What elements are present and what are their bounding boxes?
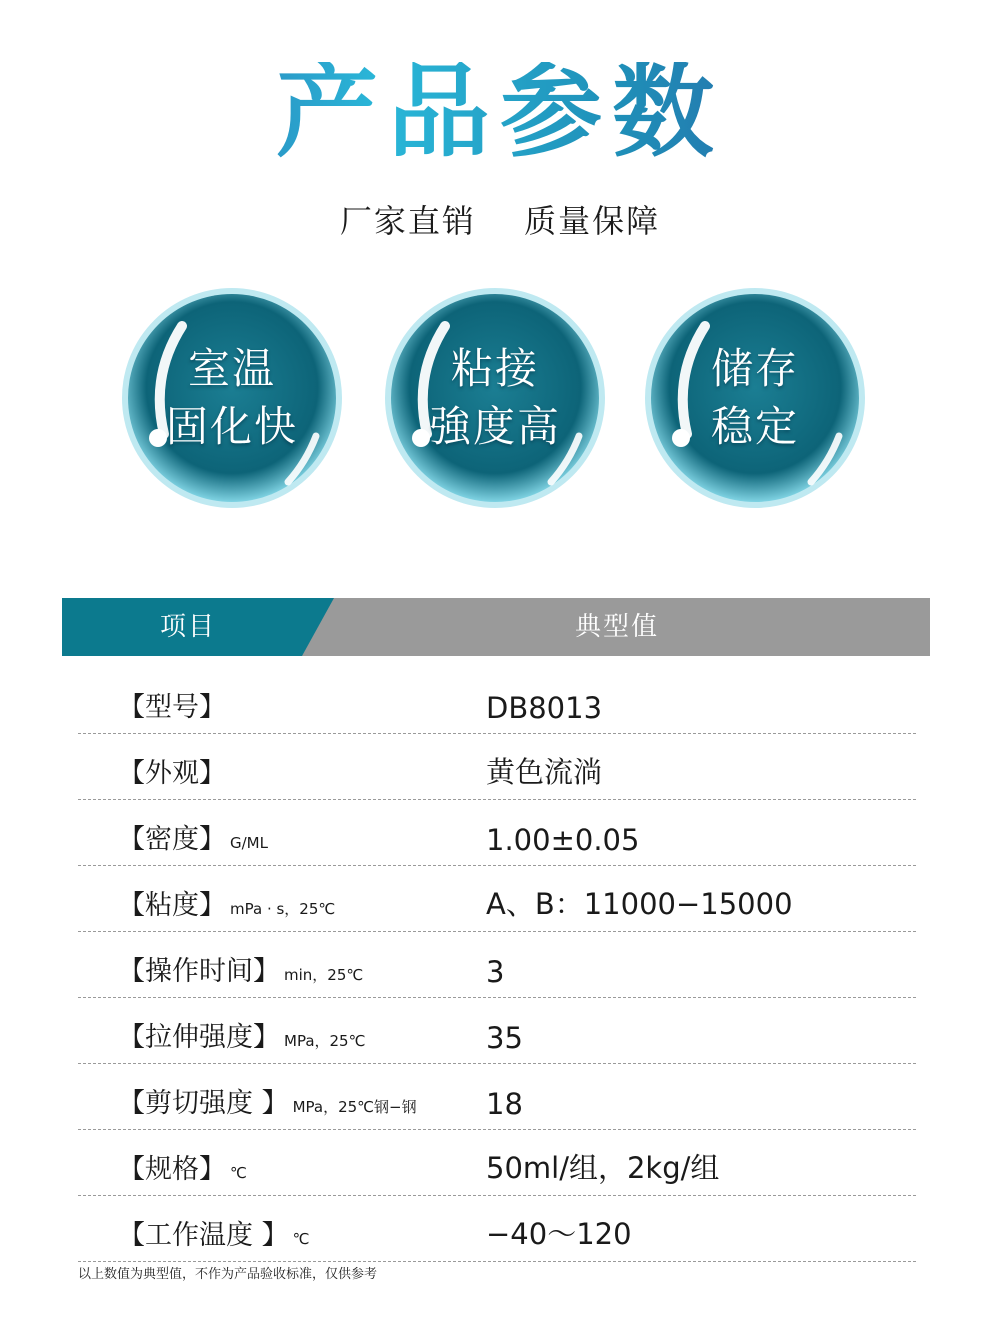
page-title: 产品参数 [0,62,1000,164]
row-unit: mPa · s，25℃ [230,900,336,918]
row-value: 18 [486,1087,523,1121]
feature-badge-cure [120,286,344,510]
table-row [78,734,916,800]
row-unit: ℃ [230,1164,247,1182]
row-unit: G/ML [230,834,268,852]
subtitle-direct-sales: 厂家直销 [339,202,476,240]
page-subtitle [0,196,1000,242]
table-row [78,800,916,866]
row-unit: MPa，25℃ [284,1032,366,1050]
feature-badge-storage [643,286,867,510]
subtitle-quality: 质量保障 [524,202,661,240]
table-row [78,932,916,998]
parameter-list [78,668,916,1262]
row-unit: ℃ [292,1230,310,1248]
feature-line2: 稳定 [710,402,799,451]
feature-badge-strength [383,286,607,510]
table-row [78,668,916,734]
row-value: 35 [486,1021,523,1055]
footnote: 以上数值为典型值，不作为产品验收标准，仅供参考 [78,1267,378,1282]
column-header-value: 典型值 [574,612,659,642]
row-label: 【粘度】 [118,890,226,921]
feature-line2: 固化快 [165,402,298,451]
feature-line1: 储存 [710,344,799,393]
column-header-item: 项目 [159,612,216,642]
row-label: 【型号】 [118,692,226,723]
row-label: 【密度】 [118,824,226,855]
feature-line1: 粘接 [450,344,539,393]
table-row [78,998,916,1064]
table-row [78,1196,916,1262]
row-unit: MPa，25℃钢−钢 [292,1098,417,1116]
table-row [78,866,916,932]
row-label: 【规格】 [118,1154,226,1185]
row-label: 【工作温度 】 [118,1220,289,1251]
row-label: 【拉伸强度】 [118,1022,280,1053]
feature-line1: 室温 [187,344,276,393]
table-row [78,1064,916,1130]
row-value: −40～120 [486,1217,632,1251]
row-value: 1.00±0.05 [486,823,640,857]
row-label: 【操作时间】 [118,956,280,987]
row-value: A、B：11000−15000 [486,887,793,921]
row-value: DB8013 [486,691,603,725]
table-row [78,1130,916,1196]
feature-line2: 強度高 [428,402,561,451]
row-value: 50ml/组，2kg/组 [486,1151,720,1185]
row-value: 3 [486,955,505,989]
row-label: 【剪切强度 】 [118,1088,289,1119]
row-label: 【外观】 [118,758,226,789]
table-header [62,598,930,656]
row-unit: min，25℃ [284,966,364,984]
row-value: 黄色流淌 [486,755,603,789]
